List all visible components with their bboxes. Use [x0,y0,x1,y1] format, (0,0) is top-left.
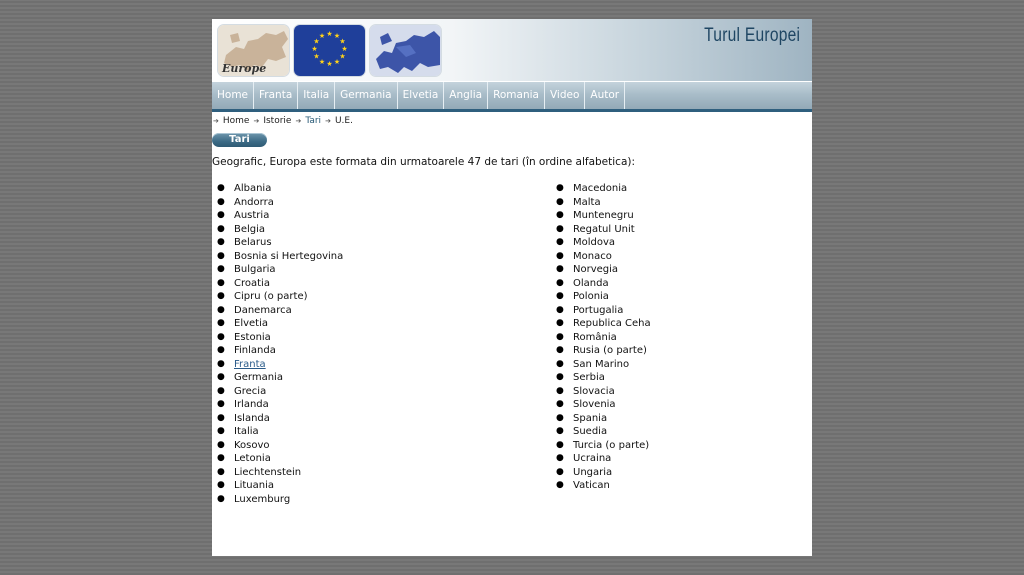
country-list-right [556,182,651,493]
svg-text:★: ★ [311,45,318,53]
svg-text:★: ★ [333,58,341,66]
bullet-icon: ● [217,196,225,207]
country-name: Finlanda [234,345,276,356]
list-item [556,479,651,493]
bullet-icon: ● [556,426,564,436]
nav-item-anglia[interactable]: Anglia [444,82,488,109]
nav-item-romania[interactable]: Romania [488,82,545,109]
bullet-icon: ● [217,385,225,396]
list-item [556,277,651,291]
country-name: Irlanda [234,399,269,410]
country-name: Portugalia [573,304,624,316]
nav-item-italia[interactable]: Italia [298,82,335,109]
bullet-icon: ● [556,345,564,355]
bullet-icon: ● [217,210,225,220]
nav-item-autor[interactable]: Autor [585,82,625,109]
country-name: Polonia [573,291,609,302]
bullet-icon: ● [217,439,225,450]
svg-text:★: ★ [318,58,326,66]
bullet-icon: ● [556,439,564,450]
bullet-icon: ● [217,345,225,355]
list-item [217,223,343,237]
svg-text:★: ★ [326,60,333,68]
list-item [217,466,343,480]
country-name: Albania [234,183,272,194]
bullet-icon: ● [556,372,564,382]
bullet-icon: ● [556,183,564,193]
list-item [556,371,651,385]
country-name: Belarus [234,237,272,248]
list-item [556,182,651,196]
list-item [556,452,651,466]
svg-text:★: ★ [339,52,346,61]
page-container [212,19,812,556]
list-item [217,358,343,372]
bullet-icon: ● [556,196,564,207]
list-item [217,331,343,345]
bullet-icon: ● [556,399,564,409]
bullet-icon: ● [217,237,225,247]
breadcrumb-tari[interactable]: Tari [305,116,322,126]
country-name: Luxemburg [234,493,291,505]
bullet-icon: ● [217,412,225,423]
list-item [556,263,651,277]
country-name: Suedia [573,426,608,437]
bullet-icon: ● [217,399,225,409]
country-name: Elvetia [234,318,268,329]
svg-text:★: ★ [333,32,341,40]
bullet-icon: ● [217,183,225,193]
country-name: Slovacia [573,385,615,397]
svg-text:★: ★ [313,37,320,46]
country-name: Monaco [573,250,612,262]
bullet-icon: ● [217,250,225,261]
list-item [556,466,651,480]
section-title-badge: Tari [212,133,267,147]
country-name: Slovenia [573,399,616,410]
list-item [217,452,343,466]
list-item [556,331,651,345]
country-name: Norvegia [573,264,619,275]
country-name: Bulgaria [234,264,276,275]
country-name: San Marino [573,358,630,370]
nav-item-germania[interactable]: Germania [335,82,397,109]
country-name: Cipru (o parte) [234,291,308,302]
svg-text:★: ★ [313,52,320,61]
country-name[interactable]: Franta [234,358,266,370]
bullet-icon: ● [556,277,564,288]
svg-text:★: ★ [318,32,326,40]
list-item [217,182,343,196]
country-name: Muntenegru [573,210,634,221]
list-item [217,196,343,210]
list-item [556,317,651,331]
bullet-icon: ● [217,453,225,463]
country-name: Grecia [234,385,267,397]
list-item [556,223,651,237]
list-item [217,425,343,439]
bullet-icon: ● [556,480,564,490]
country-name: Spania [573,412,608,424]
country-name: Belgia [234,223,266,235]
country-name: Malta [573,196,601,208]
list-item [556,344,651,358]
bullet-icon: ● [556,237,564,247]
eu-flag-logo[interactable] [293,24,366,77]
list-item [217,250,343,264]
list-item [217,344,343,358]
chevron-right-icon: ➔ [213,117,219,125]
bullet-icon: ● [217,493,225,504]
list-item [217,263,343,277]
list-item [556,290,651,304]
list-item [556,304,651,318]
country-name: Rusia (o parte) [573,345,647,356]
country-name: Lituania [234,480,274,491]
list-item [217,371,343,385]
site-header [212,19,812,81]
bullet-icon: ● [556,453,564,463]
list-item [556,250,651,264]
breadcrumb-istorie[interactable]: Istorie [263,116,292,126]
nav-item-video[interactable]: Video [545,82,585,109]
list-item [217,277,343,291]
list-item [556,398,651,412]
list-item [556,358,651,372]
country-name: Austria [234,210,270,221]
bullet-icon: ● [556,385,564,396]
country-name: Letonia [234,453,271,464]
country-name: Liechtenstein [234,466,302,478]
country-name: Vatican [573,480,610,491]
country-name: Moldova [573,237,616,248]
list-item [217,290,343,304]
breadcrumb [212,116,353,126]
list-item [217,385,343,399]
country-name: Macedonia [573,183,628,194]
bullet-icon: ● [556,291,564,301]
country-name: Turcia (o parte) [573,439,650,451]
country-name: Republica Ceha [573,318,651,329]
breadcrumb-ue: U.E. [334,116,353,126]
nav-item-franta[interactable]: Franta [254,82,298,109]
logo-text: Europe [222,62,267,75]
list-item [217,493,343,507]
country-name: Andorra [234,196,274,208]
list-item [217,398,343,412]
bullet-icon: ● [217,480,225,490]
bullet-icon: ● [217,358,225,369]
bullet-icon: ● [556,264,564,274]
bullet-icon: ● [217,372,225,382]
bullet-icon: ● [217,318,225,328]
bullet-icon: ● [556,223,564,234]
bullet-icon: ● [217,304,225,315]
list-item [217,209,343,223]
europe-map-logo[interactable] [217,24,290,77]
bullet-icon: ● [217,331,225,342]
list-item [556,425,651,439]
bullet-icon: ● [556,358,564,369]
country-name: România [573,331,617,343]
list-item [556,236,651,250]
svg-text:★: ★ [341,45,348,53]
breadcrumb-home[interactable]: Home [222,116,250,126]
list-item [217,412,343,426]
intro-text: Geografic, Europa este formata din urmatoarele 47 de tari (în ordine alfabetica): [212,156,636,168]
bullet-icon: ● [217,466,225,477]
country-name: Danemarca [234,304,292,316]
bullet-icon: ● [556,318,564,328]
list-item [217,439,343,453]
chevron-right-icon: ➔ [325,117,331,125]
list-item [217,304,343,318]
country-name: Kosovo [234,439,270,451]
list-item [556,385,651,399]
bullet-icon: ● [556,250,564,261]
bullet-icon: ● [556,304,564,315]
country-list-left [217,182,343,506]
nav-item-home[interactable]: Home [212,82,254,109]
svg-text:★: ★ [339,37,346,46]
country-name: Bosnia si Hertegovina [234,250,344,262]
bullet-icon: ● [217,277,225,288]
country-name: Italia [234,426,259,437]
country-name: Serbia [573,372,605,383]
list-item [556,439,651,453]
country-name: Islanda [234,412,270,424]
country-name: Estonia [234,331,271,343]
country-name: Olanda [573,277,609,289]
nav-item-elvetia[interactable]: Elvetia [398,82,445,109]
list-item [556,209,651,223]
main-nav [212,81,812,112]
list-item [217,236,343,250]
bullet-icon: ● [217,223,225,234]
bullet-icon: ● [556,466,564,477]
bullet-icon: ● [217,264,225,274]
chevron-right-icon: ➔ [295,117,302,125]
europe-blue-map-logo[interactable] [369,24,442,77]
bullet-icon: ● [556,412,564,423]
list-item [217,479,343,493]
country-name: Ungaria [573,466,613,478]
chevron-right-icon: ➔ [253,117,260,125]
bullet-icon: ● [556,331,564,342]
country-name: Regatul Unit [573,223,635,235]
bullet-icon: ● [556,210,564,220]
list-item [556,412,651,426]
bullet-icon: ● [217,426,225,436]
country-name: Ucraina [573,453,612,464]
country-name: Germania [234,372,283,383]
site-title: Turul Europei [703,25,800,46]
svg-text:★: ★ [326,30,333,38]
bullet-icon: ● [217,291,225,301]
country-name: Croatia [234,277,270,289]
list-item [217,317,343,331]
list-item [556,196,651,210]
